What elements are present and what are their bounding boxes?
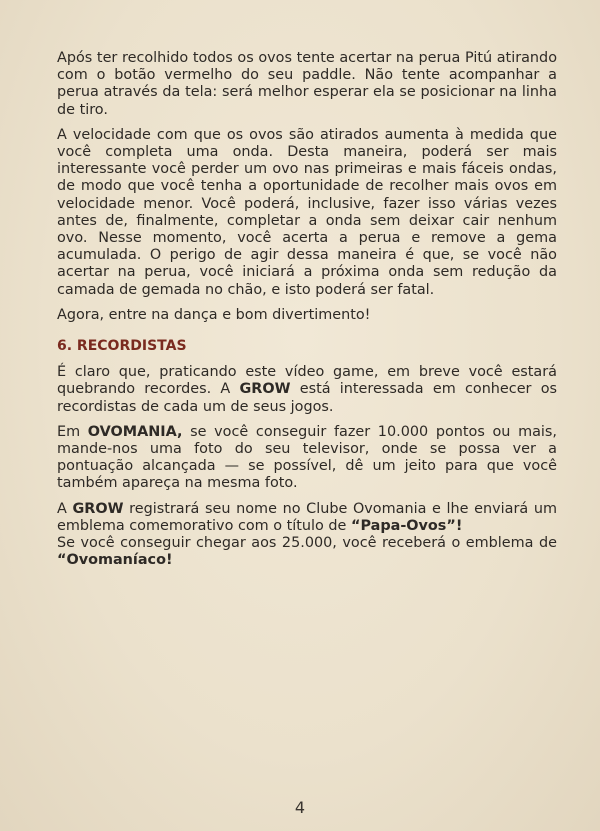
- text: Em: [57, 423, 88, 440]
- paragraph-records-intro: [57, 364, 557, 416]
- text: A: [57, 500, 73, 517]
- paragraph-closing: Agora, entre na dança e bom divertimento!: [57, 306, 371, 323]
- text: está interessada em conhecer os recordistas de cada um de seus jogos.: [57, 381, 558, 415]
- paragraph-shooting-tip: Após ter recolhido todos os ovos tente acertar na perua Pitú atirando com o botão vermelho do seu paddle. Não tente acompanhar a perua através da tela: será melhor esperar ela se posicionar na linha de tiro.: [57, 50, 557, 118]
- game-name: OVOMANIA,: [87, 423, 183, 440]
- page-number: 4: [294, 798, 306, 817]
- text: se você conseguir fazer 10.000 pontos ou mais, mande-nos uma foto do seu televisor, onde se possa ver a pontuação alcançada — se possível, dê um jeito para que você também apareça na mesma foto.: [57, 423, 557, 492]
- brand-name: GROW: [72, 500, 124, 517]
- page-content: [57, 50, 557, 577]
- paragraph-ovomania-photo: [57, 424, 557, 493]
- emblem-title: “Ovomaníaco!: [57, 552, 173, 569]
- text: É claro que, praticando este vídeo game, em breve você estará quebrando recordes. A: [57, 364, 557, 398]
- text: Se você conseguir chegar aos 25.000, você receberá o emblema de: [57, 535, 557, 552]
- paragraph-speed-strategy: A velocidade com que os ovos são atirados aumenta à medida que você completa uma onda. Desta maneira, poderá ser mais interessante você perder um ovo nas primeiras e mais fáceis ondas, de modo que você tenha a oportunidade de recolher mais ovos em velocidade menor. Você poderá, inclusive, fazer isso várias vezes antes de, finalmente, completar a onda sem deixar cair nenhum ovo. Nesse momento, você acerta a perua e remove a gema acumulada. O perigo de agir dessa maneira é que, se você não acertar na perua, você iniciará a próxima onda sem redução da camada de gemada no chão, e isto poderá ser fatal.: [57, 126, 557, 298]
- text: registrará seu nome no Clube Ovomania e lhe enviará um emblema comemorativo com o título de: [57, 500, 557, 534]
- section-heading: 6. RECORDISTAS: [57, 338, 187, 355]
- paragraph-emblems: [57, 501, 557, 570]
- emblem-title: “Papa-Ovos”!: [350, 517, 463, 534]
- brand-name: GROW: [239, 381, 291, 398]
